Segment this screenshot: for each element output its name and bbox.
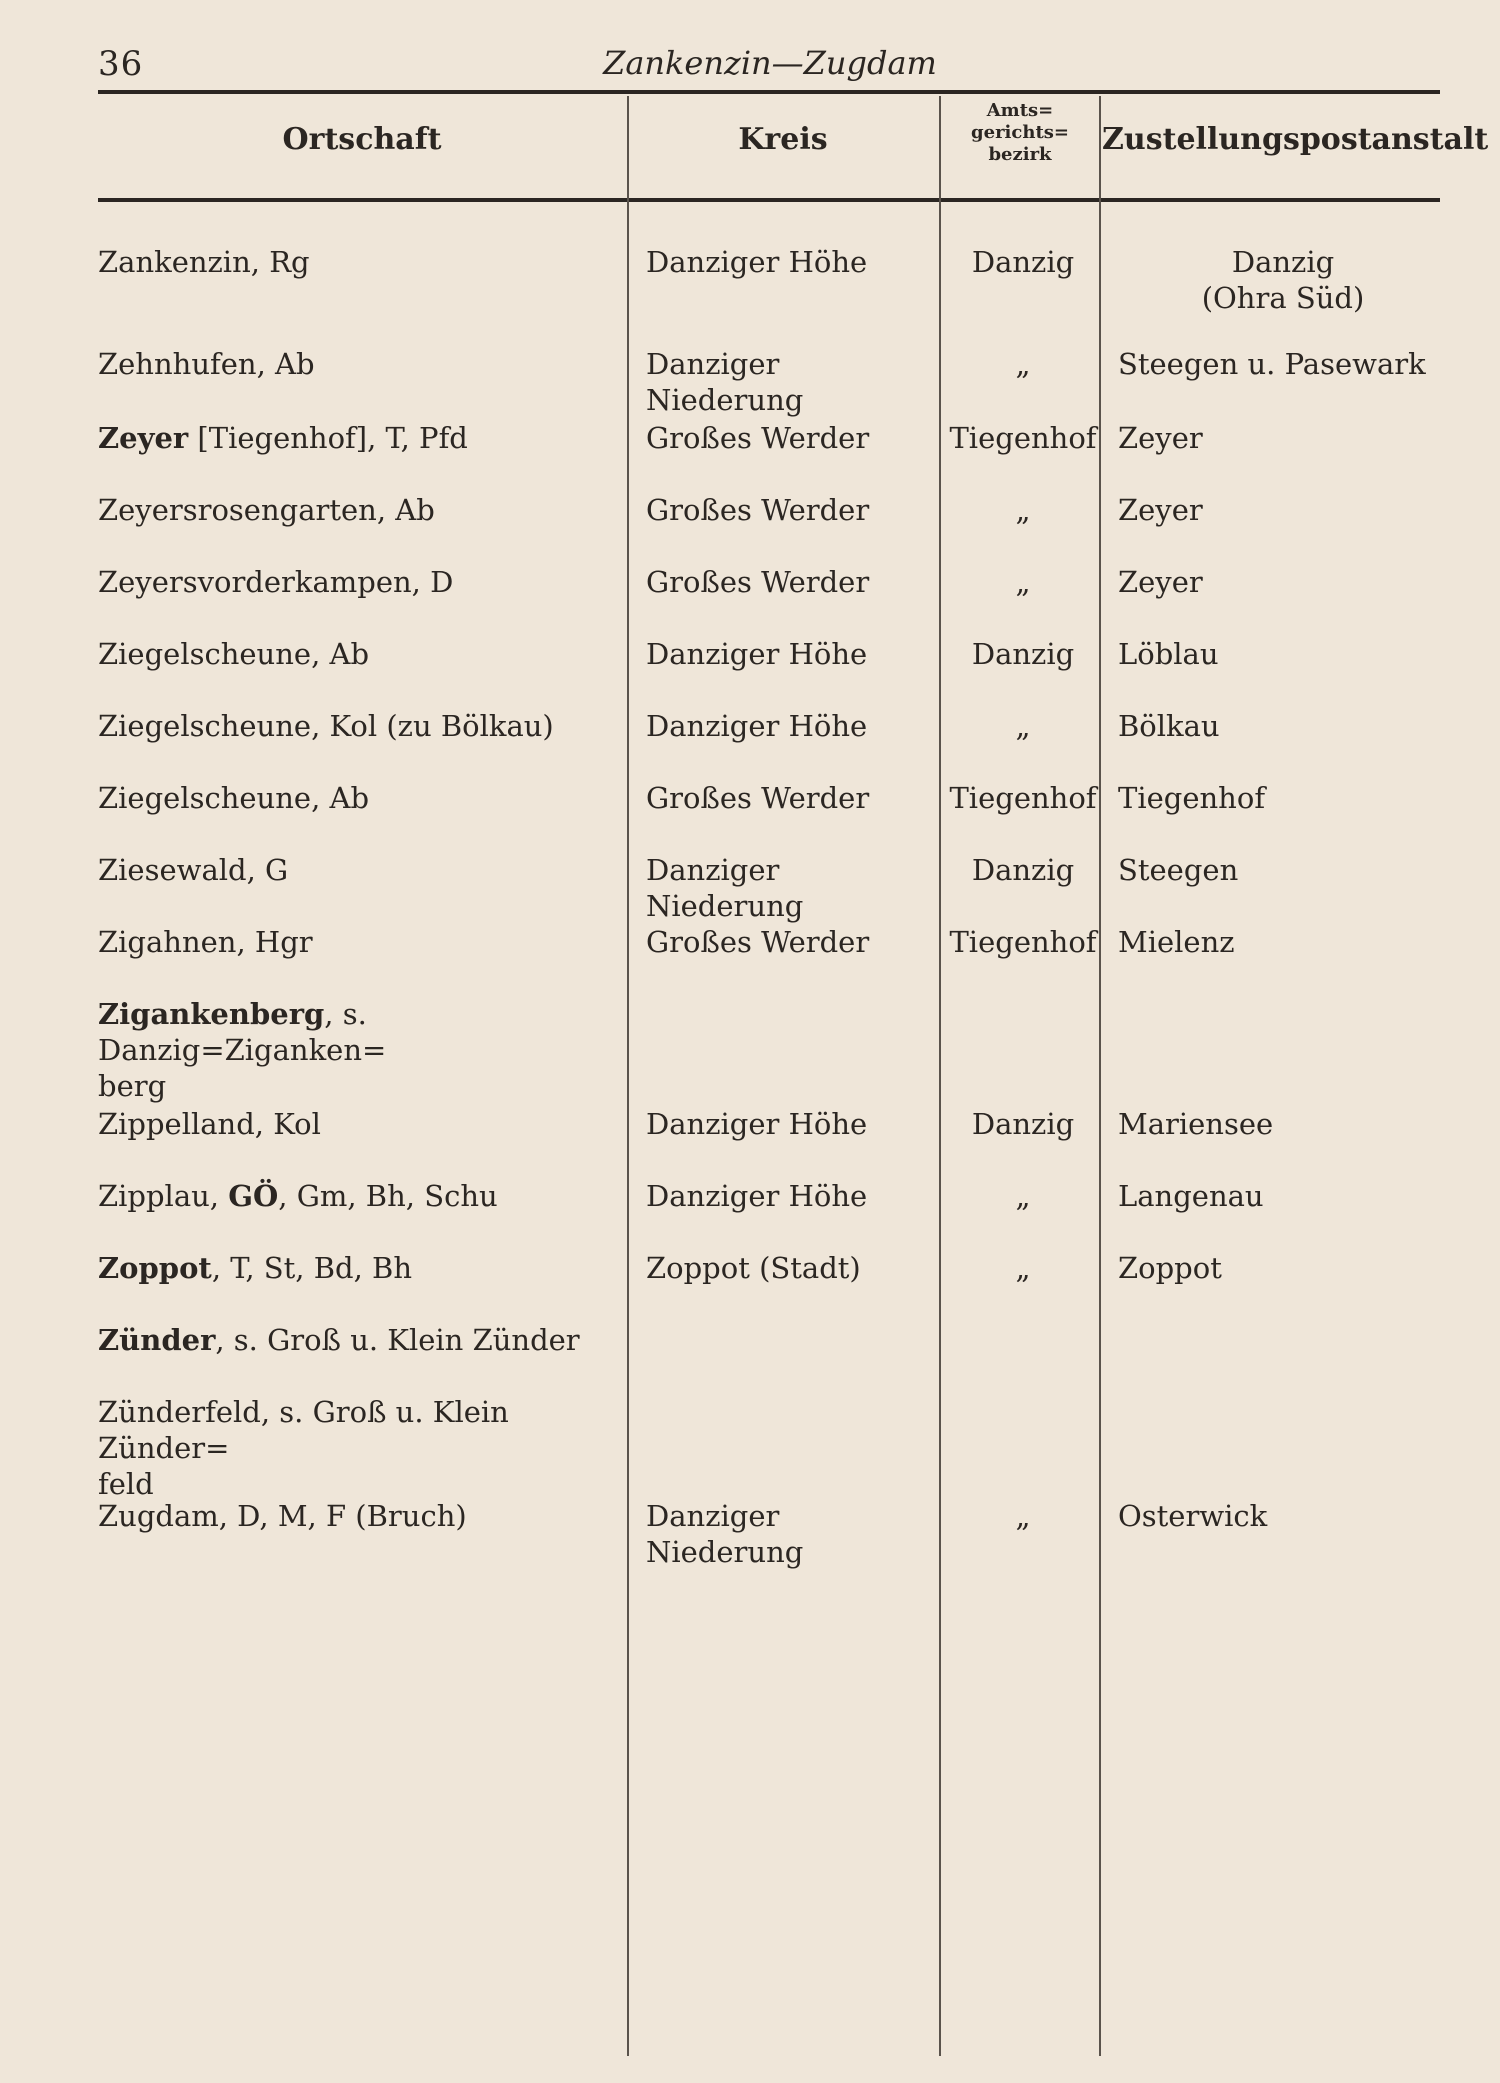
place-details: [Tiegenhof], T, Pfd: [188, 421, 468, 455]
column-divider-3: [1099, 96, 1101, 2056]
amtsgericht-cell: Danzig: [971, 245, 1075, 279]
place-name: Zeyersrosengarten: [98, 493, 377, 527]
amtsgericht-cell: „: [1015, 1179, 1031, 1213]
post-cell: Zeyer: [1118, 493, 1203, 527]
column-divider-1: [627, 96, 629, 2056]
place-details-bold: GÖ: [228, 1179, 279, 1213]
place-name: Zeyer: [98, 421, 189, 455]
post-cell: Steegen u. Pasewark: [1118, 347, 1426, 381]
post-cell: Zoppot: [1118, 1251, 1222, 1285]
post-line1: Danzig: [1231, 245, 1335, 279]
header-kreis: Kreis: [738, 122, 828, 157]
place-details: , D: [411, 565, 454, 599]
amtsgericht-cell: „: [1015, 1499, 1031, 1533]
post-cell: Mariensee: [1118, 1107, 1274, 1141]
post-cell: Bölkau: [1118, 709, 1220, 743]
place-details-prefix: ,: [209, 1179, 229, 1213]
place-details: , s. Groß u. Klein Zünder=: [98, 1395, 519, 1465]
header-post: Zustellungspostanstalt: [1102, 122, 1489, 157]
kreis-cell: Danziger Niederung: [646, 853, 804, 923]
post-cell: Mielenz: [1118, 925, 1235, 959]
place-name: Zigankenberg: [98, 997, 325, 1031]
place-details: , Kol: [254, 1107, 321, 1141]
kreis-cell: Großes Werder: [646, 565, 870, 599]
place-details: , T, St, Bd, Bh: [211, 1251, 413, 1285]
amtsgericht-cell: Danzig: [971, 853, 1075, 887]
kreis-cell: Danziger Höhe: [646, 1107, 868, 1141]
kreis-cell: Großes Werder: [646, 781, 870, 815]
place-name: Zankenzin: [98, 245, 251, 279]
post-cell: Langenau: [1118, 1179, 1264, 1213]
place-details: , Hgr: [236, 925, 313, 959]
post-cell: Steegen: [1118, 853, 1239, 887]
kreis-cell: Danziger Höhe: [646, 709, 868, 743]
place-details: , s. Danzig=Ziganken=: [98, 997, 387, 1067]
place-details: , Ab: [256, 347, 315, 381]
place-details: , Gm, Bh, Schu: [278, 1179, 498, 1213]
place-details: , Ab: [311, 781, 370, 815]
header-amtsgericht: [940, 100, 1100, 166]
post-cell: Tiegenhof: [1118, 781, 1266, 815]
place-details: , Ab: [311, 637, 370, 671]
amtsgericht-cell: „: [1015, 493, 1031, 527]
top-rule: [98, 90, 1440, 94]
amtsgericht-cell: Tiegenhof: [949, 925, 1097, 959]
post-cell: Löblau: [1118, 637, 1219, 671]
amtsgericht-cell: „: [1015, 347, 1031, 381]
place-name: Ziegelscheune: [98, 637, 312, 671]
post-cell: Osterwick: [1118, 1499, 1268, 1533]
place-name: Zugdam: [98, 1499, 219, 1533]
amtsgericht-cell: Tiegenhof: [949, 421, 1097, 455]
header-amtsgericht-line1: Amts=: [986, 100, 1054, 121]
place-name: Zigahnen: [98, 925, 237, 959]
place-details-continued: berg: [98, 1069, 167, 1103]
place-details: , Ab: [376, 493, 435, 527]
header-ortschaft: Ortschaft: [282, 122, 442, 157]
kreis-cell: Danziger Höhe: [646, 1179, 868, 1213]
place-details: , Rg: [250, 245, 310, 279]
place-name: Zipplau: [98, 1179, 210, 1213]
place-details: , D, M, F (Bruch): [218, 1499, 467, 1533]
running-head: Zankenzin—Zugdam: [603, 44, 937, 82]
amtsgericht-cell: Danzig: [971, 1107, 1075, 1141]
place-name: Ziegelscheune: [98, 781, 312, 815]
place-details: , s. Groß u. Klein Zünder: [215, 1323, 580, 1357]
place-name: Ziesewald: [98, 853, 247, 887]
place-name: Zoppot: [98, 1251, 212, 1285]
place-details: , G: [246, 853, 289, 887]
place-name: Ziegelscheune: [98, 709, 312, 743]
amtsgericht-cell: Danzig: [971, 637, 1075, 671]
place-name: Zehnhufen: [98, 347, 257, 381]
place-name: Zünderfeld: [98, 1395, 261, 1429]
amtsgericht-cell: Tiegenhof: [949, 781, 1097, 815]
page-number: 36: [98, 44, 144, 84]
kreis-cell: Danziger Höhe: [646, 637, 868, 671]
kreis-cell: Großes Werder: [646, 493, 870, 527]
place-details-continued: feld: [98, 1467, 154, 1501]
kreis-cell: Danziger Höhe: [646, 245, 868, 279]
post-cell: Zeyer: [1118, 421, 1203, 455]
kreis-cell: Großes Werder: [646, 421, 870, 455]
post-cell: [1118, 244, 1448, 316]
amtsgericht-cell: „: [1015, 1251, 1031, 1285]
kreis-cell: Danziger Niederung: [646, 347, 804, 417]
amtsgericht-cell: „: [1015, 565, 1031, 599]
place-details: , Kol (zu Bölkau): [311, 709, 554, 743]
header-amtsgericht-line3: bezirk: [988, 144, 1052, 165]
kreis-cell: Zoppot (Stadt): [646, 1251, 861, 1285]
kreis-cell: Großes Werder: [646, 925, 870, 959]
place-name: Zeyersvorderkampen: [98, 565, 412, 599]
amtsgericht-cell: „: [1015, 709, 1031, 743]
header-amtsgericht-line2: gerichts=: [971, 122, 1069, 143]
post-cell: Zeyer: [1118, 565, 1203, 599]
header-rule: [98, 198, 1440, 202]
kreis-cell: Danziger Niederung: [646, 1499, 804, 1569]
place-name: Zippelland: [98, 1107, 255, 1141]
post-line2: (Ohra Süd): [1201, 281, 1365, 315]
column-divider-2: [939, 96, 941, 2056]
place-name: Zünder: [98, 1323, 216, 1357]
